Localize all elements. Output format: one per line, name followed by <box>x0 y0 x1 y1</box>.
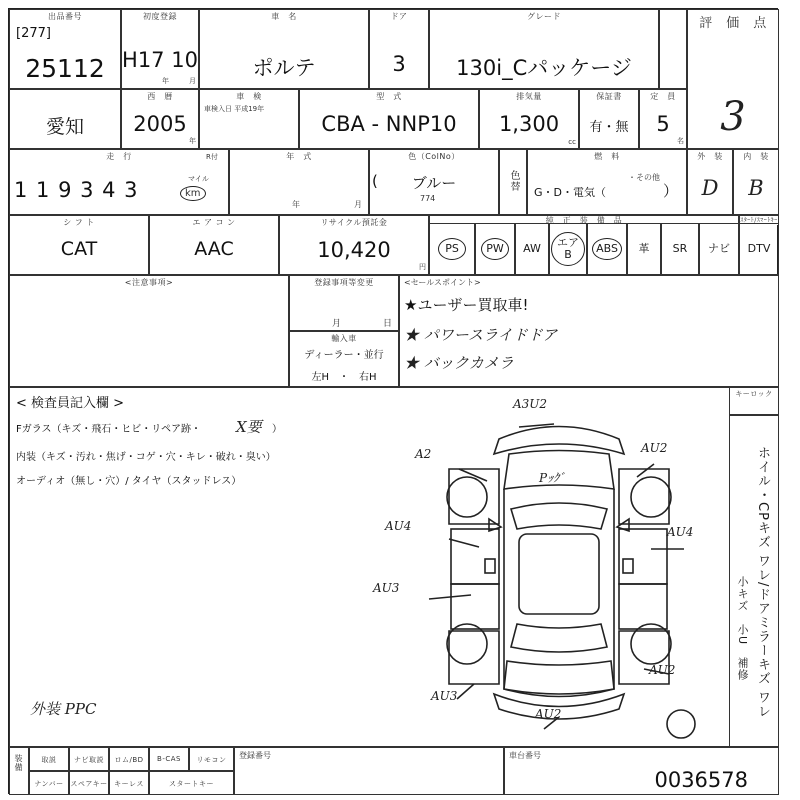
caution-cell <box>9 275 289 387</box>
side-legend-cell <box>729 415 779 747</box>
warranty-cell <box>579 89 639 149</box>
lot-number: 25112 <box>25 54 105 83</box>
displacement-label: 排気量 <box>516 92 542 101</box>
footer-item <box>109 771 149 795</box>
equipment-cell <box>699 223 739 275</box>
exterior-cell <box>687 149 733 215</box>
footer-item <box>69 747 109 771</box>
region-cell <box>9 89 121 149</box>
shift-value: CAT <box>60 238 98 260</box>
region-value: 愛知 <box>45 116 84 138</box>
glass-line: Fガラス（キズ・飛石・ヒビ・リペア跡・ <box>16 424 202 435</box>
equipment-item-PS: PS <box>438 238 466 260</box>
fuel-cell <box>527 149 687 215</box>
aircon-cell <box>149 215 279 275</box>
equipment-item-PW: PW <box>481 238 509 260</box>
first-registration-cell <box>121 9 199 89</box>
mileage-label: 走 行 <box>106 152 132 161</box>
first-reg-year-small: 年 <box>162 77 169 85</box>
footer-item-label: ナンバー <box>34 780 64 788</box>
equipment-cell <box>627 223 661 275</box>
inspection-cell <box>199 89 299 149</box>
reg-number-label: 登録番号 <box>239 751 271 760</box>
color-change-label: 色替 <box>508 170 519 192</box>
warranty-value: 有・無 <box>589 120 629 135</box>
side-legend: ホイル・CPキズ ワレ/ドアミラーキズ ワレ <box>755 446 770 719</box>
warranty-label: 保証書 <box>596 92 622 101</box>
door-label: ドア <box>390 12 408 21</box>
damage-mark: AU2 <box>535 707 562 721</box>
fuel-other: ・その他 <box>628 173 660 182</box>
interior-label: 内 装 <box>743 152 769 161</box>
capacity-label: 定 員 <box>650 92 676 101</box>
footer-item-label: スペアキー <box>70 780 108 788</box>
footer-item-label: キーレス <box>114 780 144 788</box>
footer-item <box>189 747 234 771</box>
chassis-value: 0036578 <box>654 768 748 792</box>
equipment-cell <box>661 223 699 275</box>
exterior-value: D <box>701 176 719 200</box>
damage-mark: Pｯｸﾞ <box>539 471 566 485</box>
footer-item-label: ロム/BD <box>114 756 144 764</box>
inspector-title: < 検査員記入欄 > <box>16 396 125 411</box>
model-cell <box>299 89 479 149</box>
entry-label: 出品番号 <box>48 12 82 21</box>
aircon-label: エ ア コ ン <box>192 218 236 227</box>
mileage-unit-top: マイル <box>188 175 209 183</box>
key-lock-label: キーロック <box>735 390 773 398</box>
equipment-item-ABS: ABS <box>592 238 622 260</box>
reg-month-small: 月 <box>354 200 362 209</box>
year-value: 2005 <box>133 112 187 136</box>
capacity-unit: 名 <box>677 137 684 145</box>
audio-line: オーディオ（無し・穴）/ タイヤ（スタッドレス） <box>16 476 242 487</box>
month-small: 月 <box>332 319 342 329</box>
blank-cell-r1 <box>659 9 687 89</box>
lot-number-cell <box>9 9 121 89</box>
door-cell <box>369 9 429 89</box>
model-label: 型 式 <box>376 92 402 101</box>
footer-item-label: 取説 <box>41 756 57 764</box>
year-cell <box>121 89 199 149</box>
color-value: ブルー <box>411 174 457 192</box>
footer-item <box>69 771 109 795</box>
displacement-value: 1,300 <box>498 112 560 136</box>
score-value: 3 <box>720 94 746 140</box>
door-value: 3 <box>392 52 406 76</box>
chassis-label: 車台番号 <box>509 751 541 760</box>
year-small: 年 <box>189 137 196 145</box>
footer-item <box>149 771 234 795</box>
equipment-cell <box>475 223 515 275</box>
recycle-label: リサイクル預託金 <box>320 218 388 227</box>
damage-mark: A2 <box>415 447 432 461</box>
mileage-unit: km <box>180 186 206 201</box>
footer-item <box>149 747 189 771</box>
caution-label: <注意事項> <box>124 278 174 287</box>
reg-date-cell <box>229 149 369 215</box>
first-reg-label: 初度登録 <box>143 12 177 21</box>
damage-mark: AU3 <box>431 689 458 703</box>
glass-close: ） <box>272 424 282 435</box>
key-lock-cell <box>729 387 779 415</box>
damage-mark: AU4 <box>385 519 412 533</box>
car-name-cell <box>199 9 369 89</box>
recycle-value: 10,420 <box>317 238 391 262</box>
mileage-value: 1 1 9 3 4 3 <box>14 178 139 202</box>
equipment-cell <box>739 223 779 275</box>
mileage-cell <box>9 149 229 215</box>
first-reg-month-small: 月 <box>189 77 196 85</box>
car-name-label: 車 名 <box>271 12 297 21</box>
footer-memo <box>9 747 29 795</box>
footer-item-label: リモコン <box>196 756 227 764</box>
sales-point-1: ★ユーザー買取車! <box>404 296 529 314</box>
sales-point-3: ★ バックカメラ <box>404 354 514 372</box>
equipment-cell <box>549 223 587 275</box>
equipment-item-DTV: DTV <box>747 242 771 255</box>
day-small: 日 <box>382 319 392 329</box>
interior-line: 内装（キズ・汚れ・焦げ・コゲ・穴・キレ・破れ・臭い） <box>16 452 276 463</box>
import-cell <box>289 331 399 387</box>
footer-memo-label: 装備 <box>14 754 23 772</box>
side-legend-2: 小キズ 小U 補修 <box>736 576 749 682</box>
color-change-cell <box>499 149 527 215</box>
exterior-ppc-note: 外装 PPC <box>30 700 97 718</box>
sales-points-cell <box>399 275 779 387</box>
damage-mark: AU3 <box>373 581 400 595</box>
recycle-mark-label: R付 <box>206 153 218 161</box>
capacity-value: 5 <box>656 112 670 136</box>
equipment-cell <box>587 223 627 275</box>
equipment-label: 純 正 装 備 品 <box>545 216 623 225</box>
handle-label: 左H ・ 右H <box>311 372 377 383</box>
damage-mark: AU4 <box>667 525 694 539</box>
model-value: CBA - NNP10 <box>321 112 457 136</box>
shift-cell <box>9 215 149 275</box>
grade-label: グレード <box>527 12 561 21</box>
shift-label: シ フ ト <box>63 218 95 227</box>
equipment-cell <box>429 223 475 275</box>
exterior-label: 外 装 <box>697 152 723 161</box>
score-label: 評 価 点 <box>699 16 767 31</box>
interior-value: B <box>748 176 764 200</box>
equipment-cell <box>515 223 549 275</box>
color-paren-open: ( <box>372 172 378 190</box>
reg-year-small: 年 <box>292 200 300 209</box>
car-damage-diagram <box>389 399 729 739</box>
aircon-value: AAC <box>194 238 234 260</box>
footer-item <box>29 747 69 771</box>
displacement-cell <box>479 89 579 149</box>
equipment-item-エアB: エアB <box>551 232 585 266</box>
grade-value: 130i_Cパッケージ <box>456 56 632 80</box>
reg-date-label: 年 式 <box>286 152 312 161</box>
footer-item-label: スタートキー <box>169 780 214 788</box>
inspect-label: 車 検 <box>236 92 262 101</box>
auction-sheet <box>8 8 778 794</box>
owner-change-label: 登録事項等変更 <box>314 278 374 287</box>
damage-mark: AU2 <box>649 663 676 677</box>
equipment-item-ナビ: ナビ <box>708 242 730 255</box>
fuel-close: ） <box>662 182 678 200</box>
recycle-cell <box>279 215 429 275</box>
footer-item <box>109 747 149 771</box>
equipment-item-SR: SR <box>672 242 688 255</box>
year-label: 西 暦 <box>147 92 173 101</box>
glass-mark: X要 <box>236 418 262 436</box>
dealer-label: ディーラー・並行 <box>304 350 384 361</box>
inspect-sub: 車検入日 平成19年 <box>204 105 265 113</box>
fuel-type-value: G・D・電気（ <box>534 186 606 199</box>
score-cell <box>687 9 779 149</box>
recycle-unit: 円 <box>419 263 426 271</box>
footer-item-label: ナビ取説 <box>74 756 104 764</box>
damage-mark: A3U2 <box>513 397 548 411</box>
reg-number-cell <box>234 747 504 795</box>
capacity-cell <box>639 89 687 149</box>
displacement-unit: cc <box>568 138 576 146</box>
owner-change-cell <box>289 275 399 331</box>
footer-item <box>29 771 69 795</box>
car-name: ポルテ <box>252 56 316 80</box>
equipment-extra-label: ｽﾀｰﾄ/ｽﾏｰﾄｷｰ <box>740 217 778 224</box>
chassis-cell <box>504 747 779 795</box>
first-reg-value: H17 10 <box>122 48 198 72</box>
color-cell <box>369 149 499 215</box>
damage-mark: AU2 <box>641 441 668 455</box>
interior-cell <box>733 149 779 215</box>
footer-item-label: B-CAS <box>157 755 181 763</box>
equipment-item-革: 革 <box>638 242 650 255</box>
grade-cell <box>429 9 659 89</box>
sales-point-2: ★ パワースライドドア <box>404 326 558 344</box>
equipment-item-AW: AW <box>523 242 541 255</box>
fuel-type-label: 燃 料 <box>594 152 620 161</box>
color-label: 色（ColNo） <box>408 152 460 161</box>
color-code: 774 <box>420 194 436 203</box>
lot-prefix: [277] <box>16 26 51 41</box>
sales-points-label: <セールスポイント> <box>404 278 481 287</box>
import-label: 輸入車 <box>331 334 357 343</box>
